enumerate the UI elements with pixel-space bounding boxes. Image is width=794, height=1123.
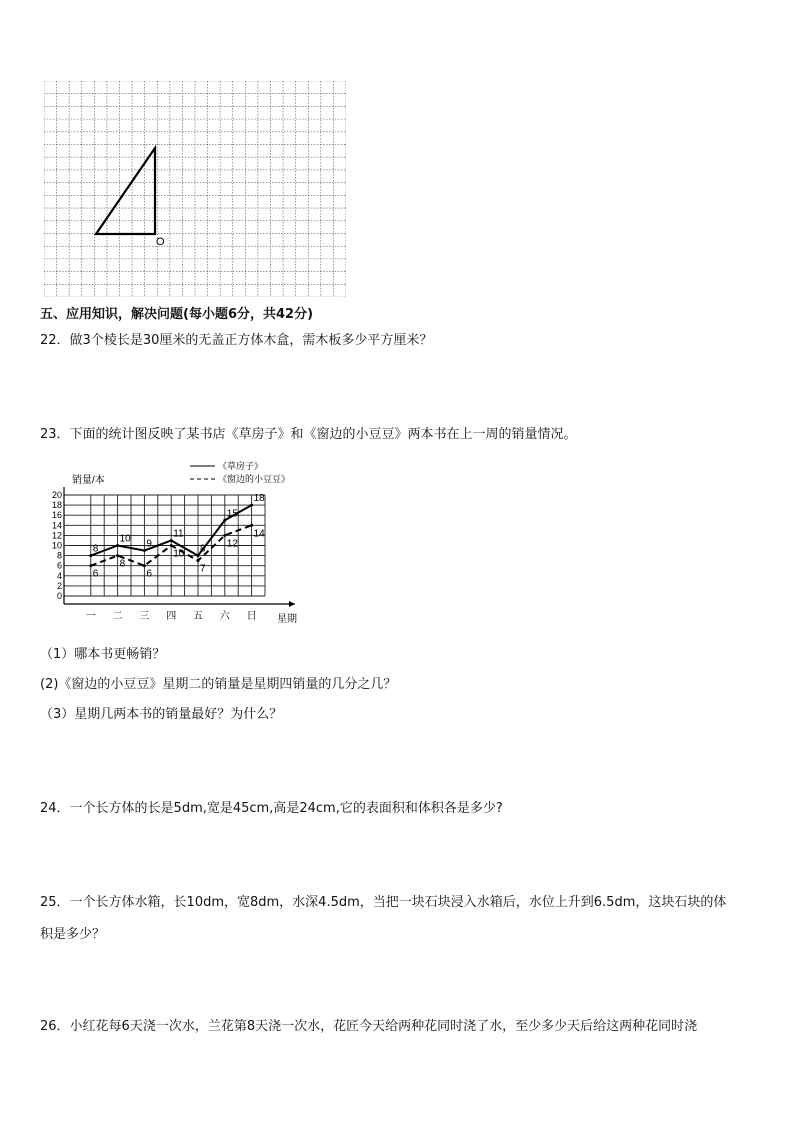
question-23-sub2: (2)《窗边的小豆豆》星期二的销量是星期四销量的几分之几？: [40, 677, 397, 692]
y-tick-label: 10: [51, 540, 62, 551]
question-22: 22．做3个棱长是30厘米的无盖正方体木盒，需木板多少平方厘米？: [40, 333, 433, 348]
data-label: 14: [253, 528, 265, 540]
data-point: [250, 524, 253, 527]
question-23-sub1: （1）哪本书更畅销？: [40, 647, 166, 662]
data-label: 11: [173, 528, 184, 540]
data-label: 8: [92, 543, 99, 555]
data-label: 7: [200, 563, 206, 575]
y-tick-label: 18: [51, 500, 62, 511]
x-tick-label: 三: [139, 611, 150, 622]
data-label: 6: [146, 568, 152, 580]
y-tick-label: 4: [56, 570, 62, 581]
y-tick-label: 16: [51, 510, 62, 521]
y-tick-label: 12: [51, 530, 62, 541]
x-tick-label: 四: [166, 611, 177, 622]
x-axis-arrow: [289, 601, 295, 607]
grid-lines: [44, 81, 346, 297]
y-tick-label: 6: [56, 560, 62, 571]
origin-label: O: [156, 236, 165, 248]
section-heading: 五、应用知识，解决问题(每小题6分，共42分): [40, 307, 314, 322]
y-tick-label: 2: [56, 580, 62, 591]
x-tick-label: 一: [85, 611, 96, 622]
question-23-sub3: （3）星期几两本书的销量最好？为什么？: [40, 707, 283, 722]
question-23-intro: 23．下面的统计图反映了某书店《草房子》和《窗边的小豆豆》两本书在上一周的销量情况。: [40, 427, 577, 442]
legend-label: 《窗边的小豆豆》: [218, 474, 291, 484]
triangle-shape: [96, 148, 155, 234]
data-label: 9: [146, 538, 152, 550]
y-tick-label: 20: [51, 490, 62, 500]
question-25-line2: 积是多少？: [40, 927, 106, 942]
data-label: 6: [92, 568, 99, 580]
y-axis-label: 销量/本: [72, 475, 105, 486]
data-label: 10: [119, 533, 131, 545]
data-point: [197, 559, 200, 562]
x-tick-label: 六: [219, 611, 230, 622]
question-24: 24．一个长方体的长是5dm,宽是45cm,高是24cm,它的表面积和体积各是多少?: [40, 801, 503, 816]
grid-figure: [44, 81, 346, 297]
legend-label: 《草房子》: [218, 461, 264, 471]
y-tick-label: 8: [56, 550, 62, 561]
data-point: [223, 534, 226, 537]
y-tick-label: 0: [56, 591, 62, 601]
data-label: 15: [226, 508, 238, 520]
sales-line-chart: [50, 458, 325, 630]
x-tick-label: 五: [193, 611, 203, 622]
data-point: [89, 564, 92, 567]
x-axis-label: 星期: [277, 614, 297, 625]
data-point: [143, 564, 146, 567]
data-label: 18: [253, 493, 265, 505]
data-label: 12: [226, 538, 238, 550]
data-label: 10: [173, 548, 185, 560]
data-point: [116, 554, 119, 557]
y-tick-label: 14: [51, 520, 62, 531]
data-label: 8: [119, 558, 126, 570]
x-tick-label: 二: [112, 611, 123, 622]
x-tick-label: 日: [246, 611, 257, 622]
question-25-line1: 25．一个长方体水箱，长10dm，宽8dm，水深4.5dm，当把一块石块浸入水箱后，水位上升到6.5dm，这块石块的体: [40, 895, 727, 910]
question-26: 26．小红花每6天浇一次水，兰花第8天浇一次水，花匠今天给两种花同时浇了水，至少多少天后给这两种花同时浇: [40, 1019, 698, 1034]
data-point: [170, 544, 173, 547]
data-label: 8: [200, 543, 206, 555]
